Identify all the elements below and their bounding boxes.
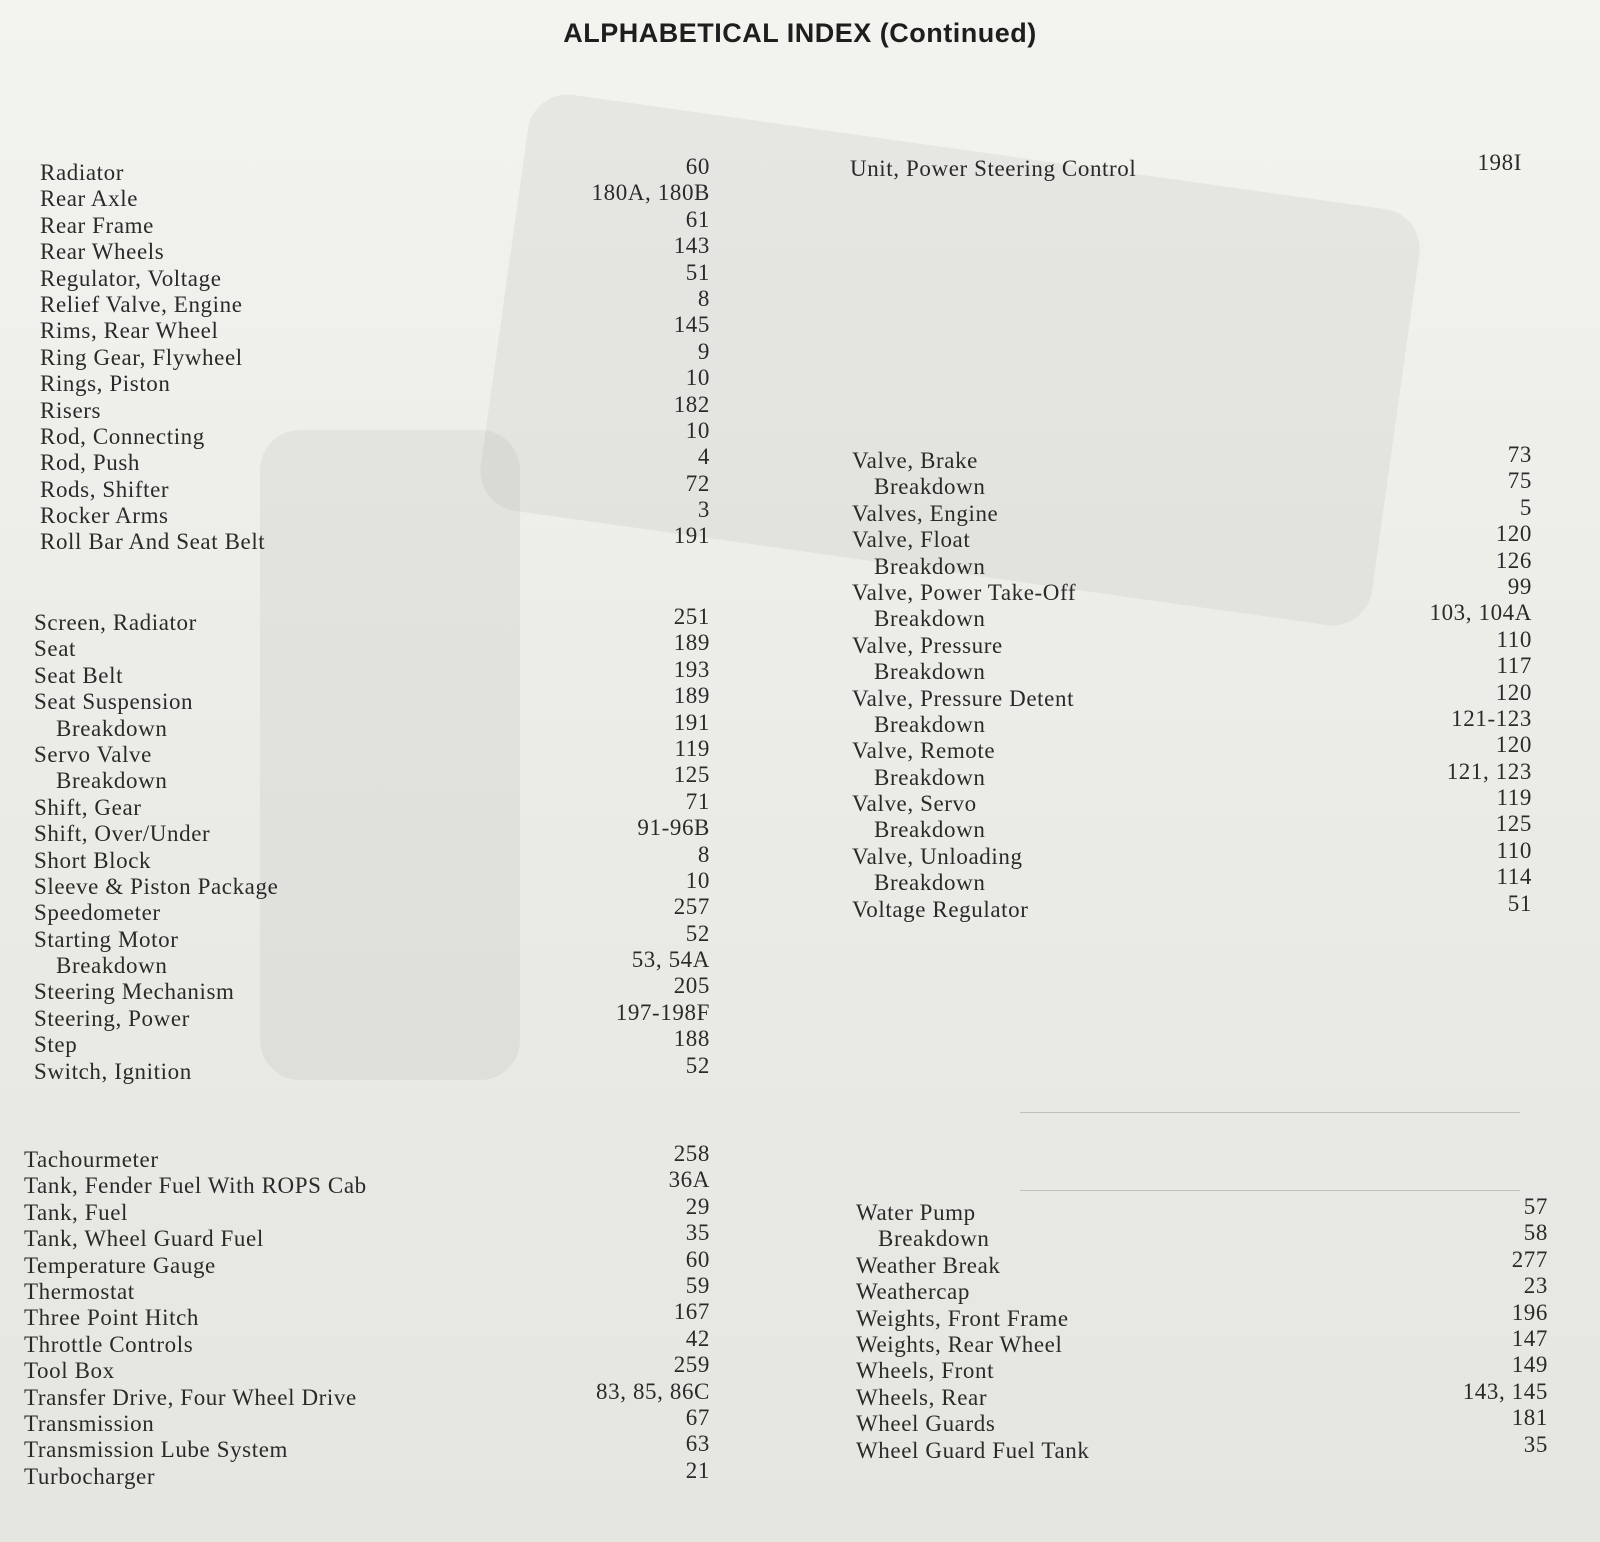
index-entry bbox=[852, 547, 1532, 580]
entry-page-number: 58 bbox=[1523, 1220, 1548, 1246]
entry-name: Valve, Power Take-Off bbox=[852, 579, 1077, 605]
entry-page-number: 188 bbox=[673, 1026, 710, 1052]
entry-page-number: 75 bbox=[1507, 468, 1532, 494]
entry-name: Breakdown bbox=[874, 606, 986, 632]
entry-page-number: 193 bbox=[673, 656, 710, 682]
entry-page-number: 3 bbox=[697, 497, 710, 523]
index-entry bbox=[856, 1194, 1548, 1226]
index-group-r bbox=[40, 154, 710, 556]
index-group-w bbox=[856, 1194, 1548, 1464]
index-entry bbox=[24, 1299, 710, 1331]
index-entry bbox=[850, 150, 1522, 182]
index-entry bbox=[34, 630, 710, 662]
index-entry bbox=[34, 973, 710, 1005]
entry-name: Roll Bar And Seat Belt bbox=[40, 529, 266, 555]
entry-name: Thermostat bbox=[24, 1278, 135, 1304]
entry-name: Valve, Remote bbox=[852, 738, 996, 764]
entry-name: Wheel Guard Fuel Tank bbox=[856, 1437, 1090, 1463]
entry-page-number: 110 bbox=[1496, 626, 1532, 652]
entry-page-number: 57 bbox=[1523, 1194, 1548, 1219]
index-group-t bbox=[24, 1141, 710, 1490]
entry-page-number: 61 bbox=[685, 206, 710, 232]
entry-page-number: 189 bbox=[673, 630, 710, 656]
entry-name: Breakdown bbox=[874, 764, 986, 790]
entry-page-number: 277 bbox=[1511, 1246, 1548, 1272]
entry-name: Sleeve & Piston Package bbox=[34, 873, 279, 899]
index-entry bbox=[856, 1325, 1548, 1358]
index-entry bbox=[852, 890, 1532, 923]
entry-page-number: 191 bbox=[673, 709, 710, 735]
entry-page-number: 149 bbox=[1511, 1352, 1548, 1378]
index-entry bbox=[34, 788, 710, 821]
entry-name: Rims, Rear Wheel bbox=[40, 318, 219, 344]
entry-page-number: 198I bbox=[1477, 150, 1522, 175]
index-entry bbox=[852, 785, 1532, 817]
entry-name: Valve, Pressure bbox=[852, 632, 1003, 658]
entry-page-number: 60 bbox=[685, 1246, 710, 1272]
index-entry bbox=[24, 1141, 710, 1173]
entry-name: Valve, Pressure Detent bbox=[852, 685, 1075, 711]
entry-name: Breakdown bbox=[874, 817, 986, 843]
entry-page-number: 10 bbox=[685, 365, 710, 391]
index-entry bbox=[40, 497, 710, 529]
index-entry bbox=[40, 180, 710, 212]
page-title: ALPHABETICAL INDEX (Continued) bbox=[563, 18, 1037, 48]
entry-name: Breakdown bbox=[56, 768, 168, 794]
entry-name: Valve, Brake bbox=[852, 448, 978, 473]
entry-name: Screen, Radiator bbox=[34, 610, 197, 635]
entry-name: Valves, Engine bbox=[852, 500, 999, 526]
entry-name: Weathercap bbox=[856, 1279, 970, 1305]
entry-page-number: 143 bbox=[673, 233, 710, 259]
entry-name: Shift, Over/Under bbox=[34, 821, 211, 847]
entry-page-number: 147 bbox=[1511, 1325, 1548, 1351]
index-entry bbox=[40, 365, 710, 397]
index-entry bbox=[40, 444, 710, 476]
index-entry bbox=[34, 1026, 710, 1058]
entry-name: Throttle Controls bbox=[24, 1331, 194, 1357]
entry-page-number: 72 bbox=[685, 470, 710, 496]
index-entry bbox=[34, 604, 710, 636]
entry-name: Switch, Ignition bbox=[34, 1058, 192, 1084]
index-entry bbox=[40, 206, 710, 239]
entry-page-number: 52 bbox=[685, 920, 710, 946]
index-entry bbox=[24, 1378, 710, 1411]
index-entry bbox=[40, 285, 710, 318]
entry-name: Seat bbox=[34, 636, 76, 662]
index-entry bbox=[40, 470, 710, 503]
entry-name: Transmission bbox=[24, 1410, 155, 1436]
entry-page-number: 23 bbox=[1523, 1273, 1548, 1299]
entry-page-number: 63 bbox=[685, 1431, 710, 1457]
index-entry bbox=[34, 683, 710, 715]
index-entry bbox=[24, 1431, 710, 1463]
entry-page-number: 120 bbox=[1495, 732, 1532, 758]
entry-page-number: 52 bbox=[685, 1052, 710, 1078]
index-entry bbox=[34, 1052, 710, 1085]
entry-name: Short Block bbox=[34, 847, 152, 873]
index-entry bbox=[856, 1299, 1548, 1332]
entry-name: Ring Gear, Flywheel bbox=[40, 344, 243, 370]
entry-name: Water Pump bbox=[856, 1200, 976, 1225]
entry-page-number: 119 bbox=[674, 735, 710, 761]
index-entry bbox=[40, 391, 710, 424]
index-entry bbox=[852, 653, 1532, 685]
entry-name: Step bbox=[34, 1032, 78, 1058]
entry-name: Breakdown bbox=[874, 474, 986, 500]
entry-name: Transfer Drive, Four Wheel Drive bbox=[24, 1384, 357, 1410]
entry-name: Unit, Power Steering Control bbox=[850, 156, 1137, 181]
index-entry bbox=[24, 1325, 710, 1358]
entry-name: Tank, Wheel Guard Fuel bbox=[24, 1226, 264, 1252]
entry-name: Tank, Fender Fuel With ROPS Cab bbox=[24, 1173, 367, 1199]
entry-name: Three Point Hitch bbox=[24, 1305, 199, 1331]
entry-name: Tank, Fuel bbox=[24, 1199, 129, 1225]
entry-name: Transmission Lube System bbox=[24, 1437, 289, 1463]
faint-table-rule bbox=[1020, 1112, 1520, 1113]
entry-name: Tool Box bbox=[24, 1358, 115, 1384]
index-entry bbox=[852, 679, 1532, 712]
entry-name: Temperature Gauge bbox=[24, 1252, 216, 1278]
index-entry bbox=[34, 920, 710, 953]
index-entry bbox=[24, 1246, 710, 1279]
entry-name: Rods, Shifter bbox=[40, 476, 170, 502]
entry-name: Regulator, Voltage bbox=[40, 265, 222, 291]
entry-page-number: 197-198F bbox=[615, 999, 710, 1025]
entry-page-number: 21 bbox=[685, 1457, 710, 1483]
entry-page-number: 196 bbox=[1511, 1299, 1548, 1325]
entry-name: Wheels, Rear bbox=[856, 1384, 988, 1410]
entry-page-number: 180A, 180B bbox=[591, 180, 710, 206]
entry-name: Radiator bbox=[40, 160, 124, 185]
entry-name: Tachourmeter bbox=[24, 1147, 159, 1172]
index-entry bbox=[24, 1404, 710, 1437]
index-entry bbox=[856, 1431, 1548, 1464]
entry-name: Starting Motor bbox=[34, 926, 179, 952]
entry-page-number: 167 bbox=[673, 1299, 710, 1325]
entry-name: Voltage Regulator bbox=[852, 896, 1029, 922]
entry-name: Valve, Unloading bbox=[852, 843, 1023, 869]
entry-name: Shift, Gear bbox=[34, 794, 142, 820]
entry-page-number: 259 bbox=[673, 1352, 710, 1378]
index-entry bbox=[856, 1352, 1548, 1384]
index-entry bbox=[852, 521, 1532, 553]
index-entry bbox=[852, 758, 1532, 791]
entry-page-number: 5 bbox=[1519, 494, 1532, 520]
index-entry bbox=[34, 867, 710, 900]
index-entry bbox=[856, 1220, 1548, 1252]
entry-name: Valve, Float bbox=[852, 527, 971, 553]
entry-name: Turbocharger bbox=[24, 1463, 156, 1489]
entry-name: Weights, Rear Wheel bbox=[856, 1331, 1063, 1357]
entry-page-number: 29 bbox=[685, 1193, 710, 1219]
entry-page-number: 120 bbox=[1495, 679, 1532, 705]
entry-name: Rear Axle bbox=[40, 186, 139, 212]
entry-page-number: 8 bbox=[697, 285, 710, 311]
entry-name: Rear Frame bbox=[40, 212, 154, 238]
index-entry bbox=[852, 811, 1532, 843]
index-group-u bbox=[850, 150, 1522, 182]
entry-page-number: 59 bbox=[685, 1272, 710, 1298]
index-entry bbox=[852, 468, 1532, 500]
entry-name: Rings, Piston bbox=[40, 371, 171, 397]
entry-page-number: 60 bbox=[685, 154, 710, 179]
index-entry bbox=[34, 735, 710, 768]
entry-name: Rod, Push bbox=[40, 450, 140, 476]
entry-name: Breakdown bbox=[56, 715, 168, 741]
index-entry bbox=[852, 494, 1532, 527]
entry-page-number: 73 bbox=[1507, 442, 1532, 467]
entry-page-number: 103, 104A bbox=[1429, 600, 1532, 626]
index-entry bbox=[852, 864, 1532, 896]
entry-page-number: 53, 54A bbox=[631, 947, 710, 973]
index-entry bbox=[24, 1272, 710, 1305]
entry-name: Steering, Power bbox=[34, 1005, 190, 1031]
index-entry bbox=[856, 1405, 1548, 1437]
index-entry bbox=[24, 1193, 710, 1226]
entry-page-number: 182 bbox=[673, 391, 710, 417]
entry-page-number: 4 bbox=[697, 444, 710, 470]
entry-page-number: 258 bbox=[673, 1141, 710, 1166]
entry-name: Relief Valve, Engine bbox=[40, 291, 243, 317]
index-entry bbox=[852, 732, 1532, 764]
entry-page-number: 191 bbox=[673, 523, 710, 549]
entry-page-number: 126 bbox=[1495, 547, 1532, 573]
faint-table-rule bbox=[1020, 1190, 1520, 1191]
index-entry bbox=[852, 837, 1532, 870]
entry-page-number: 51 bbox=[685, 259, 710, 285]
entry-page-number: 10 bbox=[685, 417, 710, 443]
entry-page-number: 83, 85, 86C bbox=[596, 1378, 710, 1404]
entry-page-number: 205 bbox=[673, 973, 710, 999]
entry-page-number: 110 bbox=[1496, 837, 1532, 863]
entry-page-number: 119 bbox=[1496, 785, 1532, 811]
entry-page-number: 42 bbox=[685, 1325, 710, 1351]
entry-name: Servo Valve bbox=[34, 741, 152, 767]
entry-name: Speedometer bbox=[34, 900, 161, 926]
entry-page-number: 257 bbox=[673, 894, 710, 920]
index-entry bbox=[34, 709, 710, 742]
entry-page-number: 251 bbox=[673, 604, 710, 629]
index-group-s bbox=[34, 604, 710, 1085]
index-entry bbox=[34, 656, 710, 689]
index-entry bbox=[34, 947, 710, 979]
entry-page-number: 143, 145 bbox=[1462, 1378, 1548, 1404]
index-entry bbox=[852, 442, 1532, 474]
entry-page-number: 9 bbox=[697, 338, 710, 364]
entry-page-number: 121-123 bbox=[1451, 705, 1532, 731]
entry-page-number: 91-96B bbox=[637, 815, 710, 841]
index-entry bbox=[40, 417, 710, 450]
entry-name: Wheels, Front bbox=[856, 1358, 995, 1384]
entry-name: Risers bbox=[40, 397, 102, 423]
index-entry bbox=[40, 233, 710, 265]
index-entry bbox=[852, 600, 1532, 632]
index-entry bbox=[24, 1167, 710, 1199]
index-entry bbox=[34, 815, 710, 847]
entry-page-number: 125 bbox=[1495, 811, 1532, 837]
entry-page-number: 99 bbox=[1507, 573, 1532, 599]
index-entry bbox=[856, 1273, 1548, 1305]
index-entry bbox=[34, 762, 710, 794]
entry-name: Rod, Connecting bbox=[40, 423, 205, 449]
entry-name: Breakdown bbox=[874, 711, 986, 737]
entry-page-number: 114 bbox=[1496, 864, 1532, 890]
entry-page-number: 121, 123 bbox=[1446, 758, 1532, 784]
entry-page-number: 35 bbox=[685, 1220, 710, 1246]
index-entry bbox=[40, 523, 710, 555]
index-entry bbox=[852, 705, 1532, 738]
index-entry bbox=[852, 626, 1532, 659]
index-entry bbox=[40, 338, 710, 371]
entry-name: Weather Break bbox=[856, 1252, 1001, 1278]
index-entry bbox=[856, 1378, 1548, 1411]
index-entry bbox=[34, 894, 710, 926]
entry-page-number: 51 bbox=[1507, 890, 1532, 916]
entry-page-number: 120 bbox=[1495, 521, 1532, 547]
entry-page-number: 71 bbox=[685, 788, 710, 814]
entry-name: Rocker Arms bbox=[40, 503, 169, 529]
entry-page-number: 125 bbox=[673, 762, 710, 788]
entry-page-number: 8 bbox=[697, 841, 710, 867]
entry-name: Breakdown bbox=[874, 553, 986, 579]
entry-name: Seat Belt bbox=[34, 662, 124, 688]
entry-page-number: 189 bbox=[673, 683, 710, 709]
entry-name: Breakdown bbox=[56, 953, 168, 979]
index-group-v bbox=[852, 442, 1532, 923]
index-entry bbox=[24, 1220, 710, 1252]
entry-page-number: 10 bbox=[685, 867, 710, 893]
index-entry bbox=[34, 841, 710, 874]
entry-name: Weights, Front Frame bbox=[856, 1305, 1069, 1331]
entry-name: Wheel Guards bbox=[856, 1411, 996, 1437]
index-entry bbox=[40, 312, 710, 344]
entry-name: Breakdown bbox=[874, 870, 986, 896]
entry-page-number: 36A bbox=[668, 1167, 710, 1193]
entry-page-number: 181 bbox=[1511, 1405, 1548, 1431]
entry-name: Steering Mechanism bbox=[34, 979, 235, 1005]
entry-page-number: 145 bbox=[673, 312, 710, 338]
entry-name: Rear Wheels bbox=[40, 239, 165, 265]
index-entry bbox=[34, 999, 710, 1032]
entry-page-number: 35 bbox=[1523, 1431, 1548, 1457]
index-entry bbox=[856, 1246, 1548, 1279]
entry-page-number: 117 bbox=[1496, 653, 1532, 679]
index-entry bbox=[40, 259, 710, 292]
entry-name: Valve, Servo bbox=[852, 791, 977, 817]
entry-name: Breakdown bbox=[874, 659, 986, 685]
index-entry bbox=[24, 1457, 710, 1490]
entry-page-number: 67 bbox=[685, 1404, 710, 1430]
entry-name: Breakdown bbox=[878, 1226, 990, 1252]
entry-name: Seat Suspension bbox=[34, 689, 194, 715]
